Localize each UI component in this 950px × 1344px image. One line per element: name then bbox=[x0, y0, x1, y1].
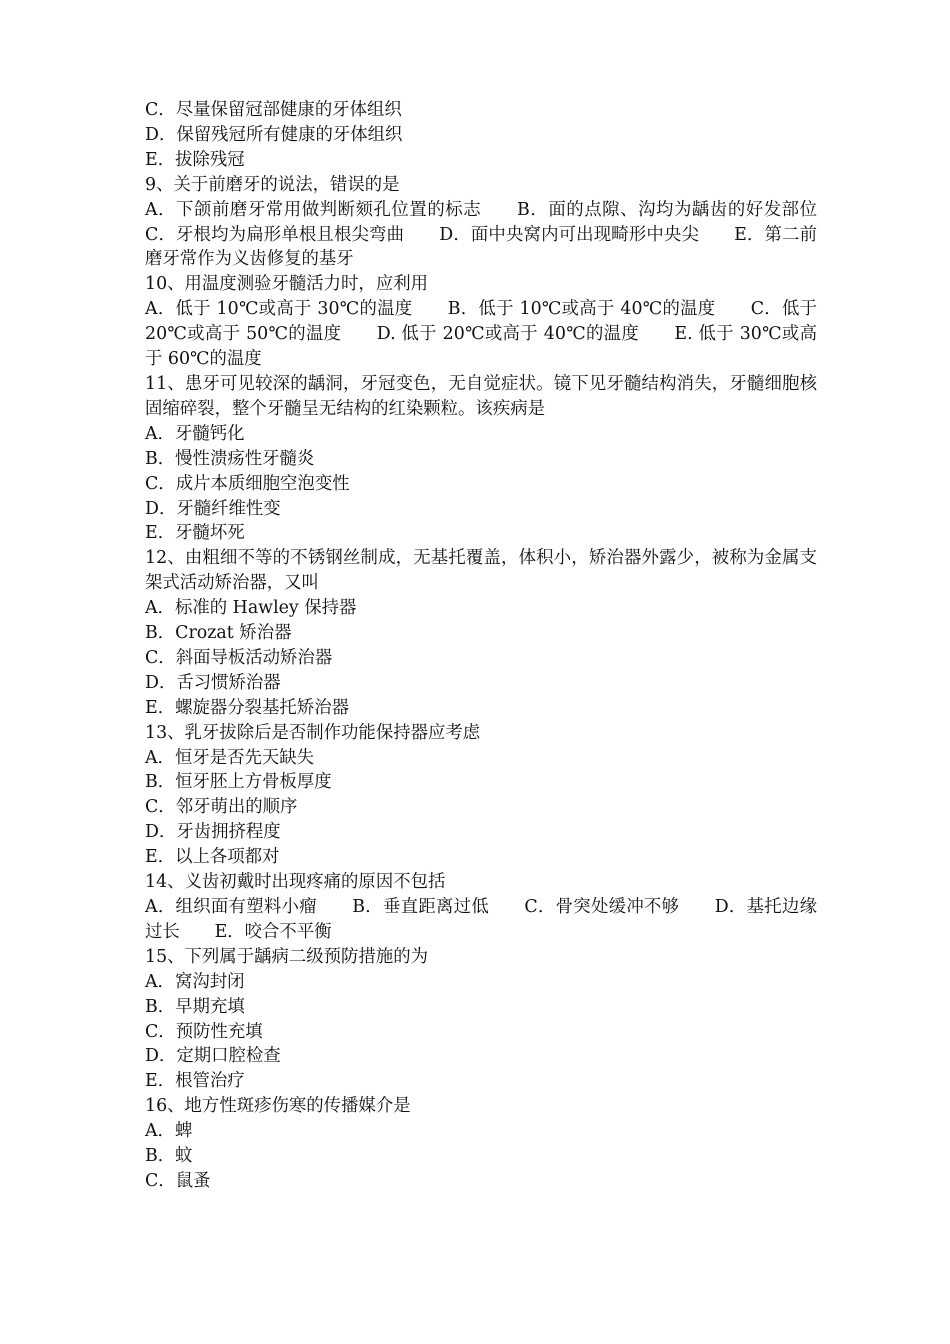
question-paragraph: A．下颌前磨牙常用做判断颏孔位置的标志 B．面的点隙、沟均为龋齿的好发部位 C．牙根均为扁形单根且根尖弯曲 D．面中央窝内可出现畸形中央尖 E．第二前磨牙常作为义齿修复的基牙 bbox=[145, 199, 852, 270]
text-line: E．拔除残冠 bbox=[145, 149, 245, 170]
text-line: E．以上各项都对 bbox=[145, 847, 280, 868]
question-paragraph: A．低于 10℃或高于 30℃的温度 B．低于 10℃或高于 40℃的温度 C．低于 20℃或高于 50℃的温度 D. 低于 20℃或高于 40℃的温度 E. 低于 30℃或高于 60℃的温度 bbox=[145, 299, 817, 370]
text-line: A．恒牙是否先天缺失 bbox=[145, 747, 315, 768]
text-line: E．根管治疗 bbox=[145, 1071, 245, 1092]
text-line: B．慢性溃疡性牙髓炎 bbox=[145, 448, 315, 469]
text-line: B．恒牙胚上方骨板厚度 bbox=[145, 772, 332, 793]
text-line: A．牙髓钙化 bbox=[145, 423, 245, 444]
text-line: C．预防性充填 bbox=[145, 1021, 263, 1042]
text-line: C．尽量保留冠部健康的牙体组织 bbox=[145, 100, 402, 120]
text-line: 16、地方性斑疹伤寒的传播媒介是 bbox=[145, 1096, 411, 1117]
text-line: 9、关于前磨牙的说法，错误的是 bbox=[145, 174, 400, 195]
text-line: B．蚊 bbox=[145, 1146, 193, 1167]
text-line: D．舌习惯矫治器 bbox=[145, 672, 281, 693]
text-line: D．牙髓纤维性变 bbox=[145, 498, 281, 519]
text-line: D．牙齿拥挤程度 bbox=[145, 822, 281, 843]
question-paragraph: 12、由粗细不等的不锈钢丝制成，无基托覆盖，体积小，矫治器外露少，被称为金属支架式活动矫治器，又叫 bbox=[145, 548, 817, 594]
text-line: 10、用温度测验牙髓活力时，应利用 bbox=[145, 274, 428, 295]
text-line: C．邻牙萌出的顺序 bbox=[145, 797, 298, 818]
text-line: E．螺旋器分裂基托矫治器 bbox=[145, 697, 349, 718]
text-line: D．定期口腔检查 bbox=[145, 1046, 281, 1067]
question-paragraph: 11、患牙可见较深的龋洞，牙冠变色，无自觉症状。镜下见牙髓结构消失，牙髓细胞核固缩碎裂，整个牙髓呈无结构的红染颗粒。该疾病是 bbox=[145, 373, 817, 419]
text-line: C．鼠蚤 bbox=[145, 1170, 211, 1191]
document-page bbox=[145, 98, 852, 1194]
text-line: E．牙髓坏死 bbox=[145, 523, 245, 544]
text-line: 14、义齿初戴时出现疼痛的原因不包括 bbox=[145, 872, 446, 893]
text-line: A．标准的 Hawley 保持器 bbox=[145, 598, 357, 619]
text-line: B．早期充填 bbox=[145, 996, 245, 1017]
text-line: C．斜面导板活动矫治器 bbox=[145, 647, 333, 668]
text-line: 15、下列属于龋病二级预防措施的为 bbox=[145, 946, 428, 967]
text-line: C．成片本质细胞空泡变性 bbox=[145, 473, 350, 494]
text-line: A．蜱 bbox=[145, 1121, 193, 1142]
text-line: B．Crozat 矫治器 bbox=[145, 623, 292, 644]
text-line: D．保留残冠所有健康的牙体组织 bbox=[145, 124, 403, 145]
text-line: 13、乳牙拔除后是否制作功能保持器应考虑 bbox=[145, 722, 481, 743]
question-paragraph: A．组织面有塑料小瘤 B．垂直距离过低 C．骨突处缓冲不够 D．基托边缘过长 E．咬合不平衡 bbox=[145, 897, 817, 942]
text-line: A．窝沟封闭 bbox=[145, 971, 245, 992]
